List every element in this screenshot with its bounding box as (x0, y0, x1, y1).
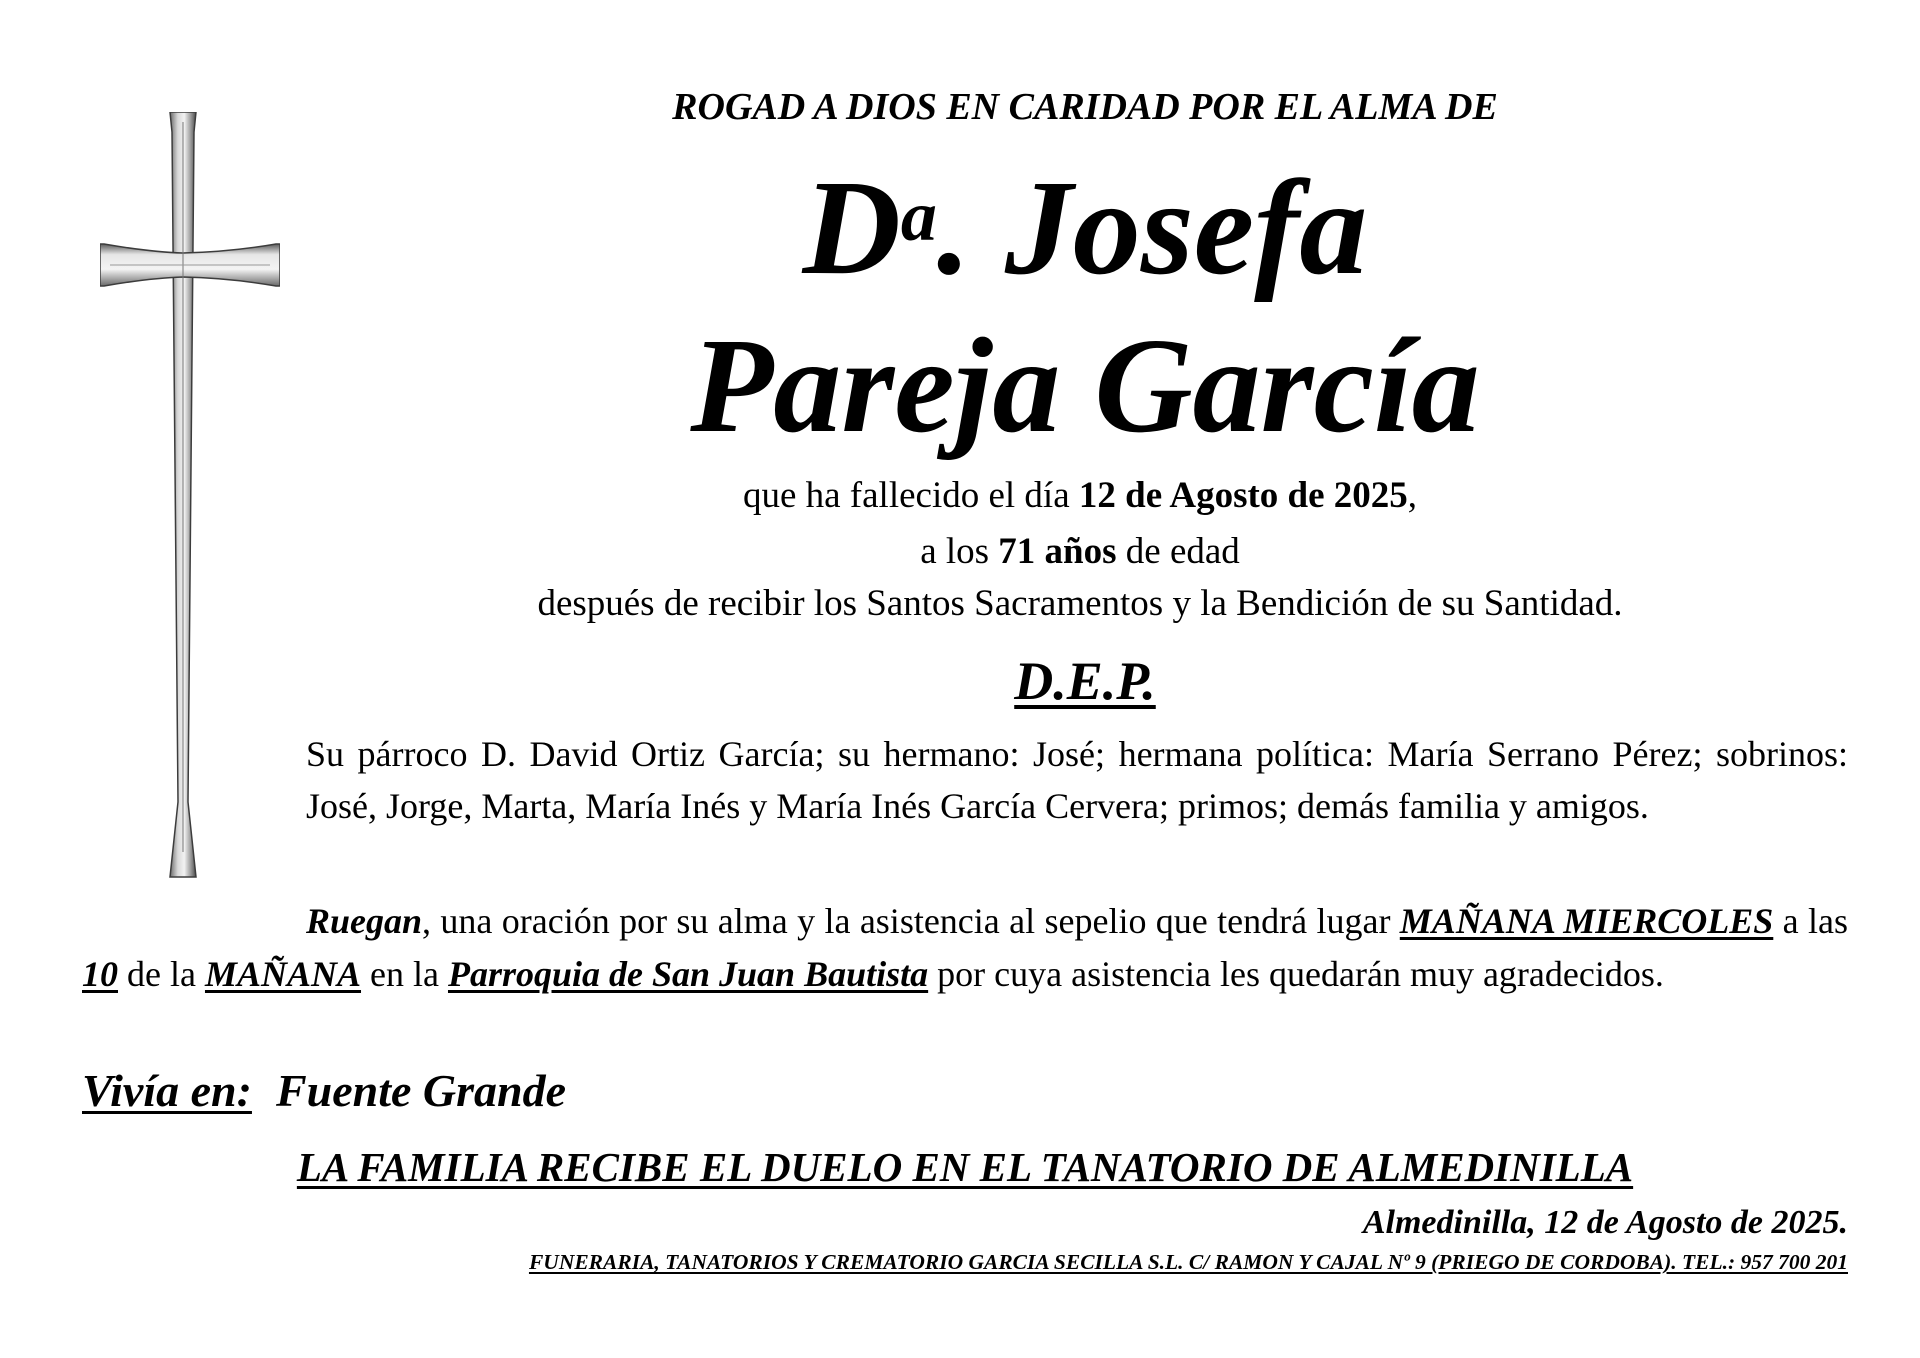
prayer-heading: ROGAD A DIOS EN CARIDAD POR EL ALMA DE (672, 86, 1498, 128)
request-text-4: en la (361, 954, 448, 994)
request-text-5: por cuya asistencia les quedarán muy agradecidos. (928, 954, 1664, 994)
dateline: Almedinilla, 12 de Agosto de 2025. (1362, 1204, 1848, 1241)
funeral-request-paragraph (82, 895, 1848, 1001)
age: 71 años (998, 531, 1117, 572)
age-line (440, 528, 1720, 576)
residence-line (82, 1064, 1282, 1118)
latin-cross-icon (100, 112, 280, 882)
sacraments-line: después de recibir los Santos Sacramentos y la Bendición de su Santidad. (537, 583, 1623, 624)
death-date-line (440, 472, 1720, 520)
dep-text: D.E.P. (1014, 651, 1156, 711)
condolences-line (82, 1141, 1848, 1193)
death-date: 12 de Agosto de 2025 (1078, 475, 1408, 516)
funeral-period: MAÑANA (204, 954, 362, 994)
residence-label: Vivía en: (82, 1065, 252, 1116)
request-text-3: de la (118, 954, 205, 994)
age-suffix: de edad (1116, 531, 1240, 572)
deceased-surnames: Pareja García (690, 311, 1480, 461)
honorific-superscript: a (900, 176, 937, 256)
ruegan-word: Ruegan (306, 901, 423, 941)
deceased-first-name (540, 153, 1630, 303)
first-name: . Josefa (936, 153, 1368, 303)
mourners-paragraph: Su párroco D. David Ortiz García; su hermano: José; hermana política: María Serrano Pérez; sobrinos: José, Jorge, Marta, María Inés y María Inés García Cervera; primos; demás familia y amigos. (306, 734, 1848, 826)
request-text-1: , una oración por su alma y la asistencia al sepelio que tendrá lugar (422, 901, 1400, 941)
age-prefix: a los (920, 531, 999, 572)
honorific: D (802, 153, 901, 303)
dep-abbreviation (540, 650, 1630, 712)
condolences-text: LA FAMILIA RECIBE EL DUELO EN EL TANATORIO DE ALMEDINILLA (296, 1144, 1634, 1190)
residence-place: Fuente Grande (275, 1065, 567, 1116)
death-date-prefix: que ha fallecido el día (742, 475, 1079, 516)
footer-text: FUNERARIA, TANATORIOS Y CREMATORIO GARCIA SECILLA S.L. C/ RAMON Y CAJAL Nº 9 (PRIEGO DE CORDOBA). TEL.: 957 700 201 (528, 1250, 1848, 1274)
funeral-home-footer (82, 1247, 1848, 1277)
funeral-day: MAÑANA MIERCOLES (1399, 901, 1774, 941)
funeral-hour: 10 (82, 954, 118, 994)
funeral-church: Parroquia de San Juan Bautista (447, 954, 929, 994)
request-text-2: a las (1773, 901, 1848, 941)
death-date-suffix: , (1407, 475, 1418, 516)
